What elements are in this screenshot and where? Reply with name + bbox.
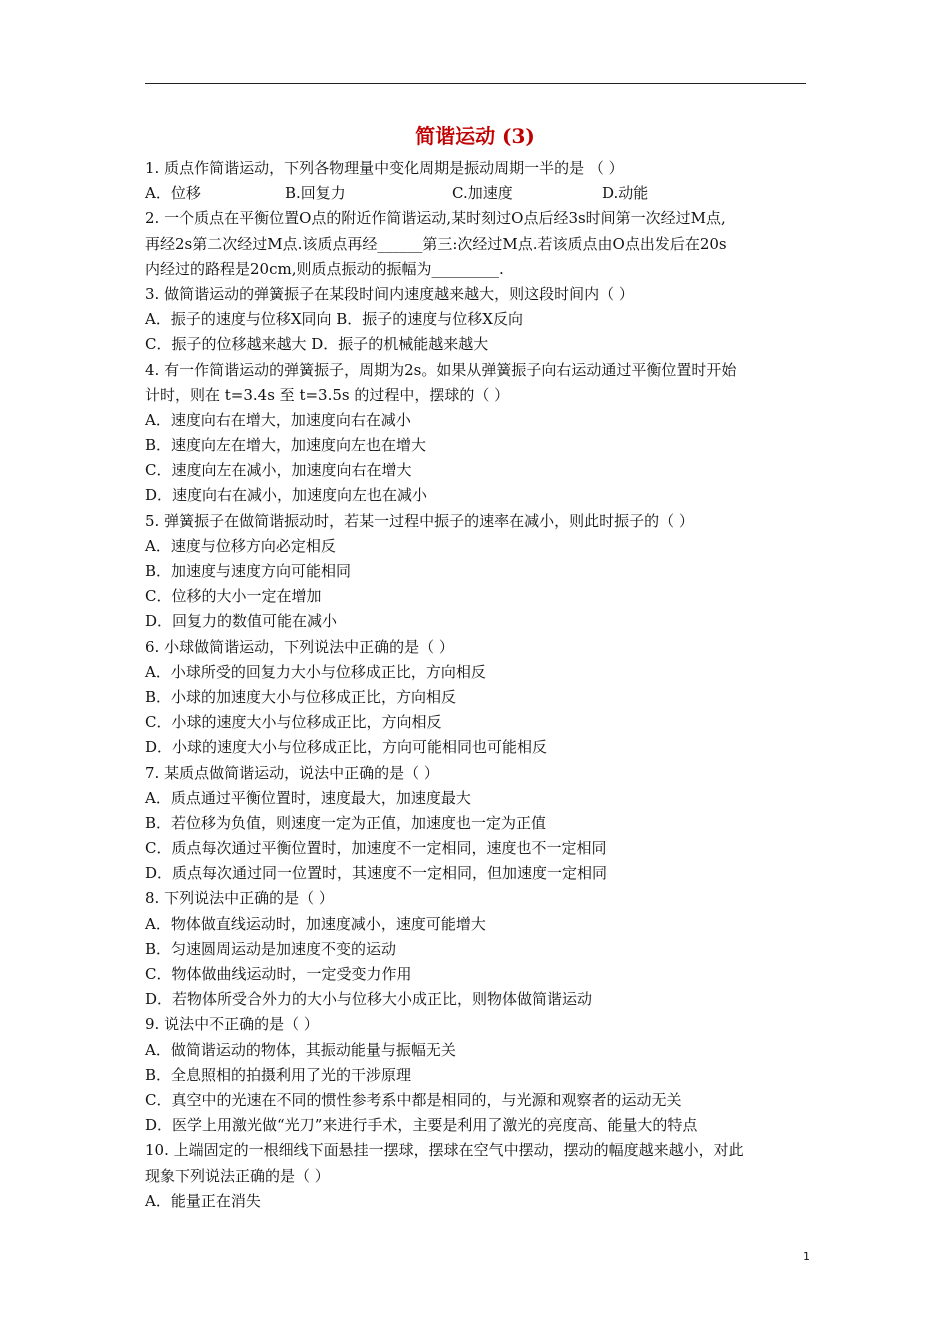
question-line: C．小球的速度大小与位移成正比，方向相反 [145,713,442,732]
option-c: C.加速度 [452,184,513,203]
header-rule [145,83,806,84]
question-line: D．质点每次通过同一位置时，其速度不一定相同，但加速度一定相同 [145,864,608,883]
question-line: B．全息照相的拍摄利用了光的干涉原理 [145,1065,412,1084]
question-line: B．速度向左在增大，加速度向左也在增大 [145,436,427,455]
question-line: C．振子的位移越来越大 D．振子的机械能越来越大 [145,335,489,354]
question-stem: 3. 做简谐运动的弹簧振子在某段时间内速度越来越大，则这段时间内（ ） [145,284,634,303]
option-a: A．位移 [145,184,201,203]
question-6 [145,635,810,761]
question-line: C．质点每次通过平衡位置时，加速度不一定相同，速度也不一定相同 [145,839,607,858]
question-stem: 1. 质点作简谐运动，下列各物理量中变化周期是振动周期一半的是 （ ） [145,159,624,177]
question-line: A．速度与位移方向必定相反 [145,536,336,555]
option-row [145,181,810,206]
question-stem: 7. 某质点做简谐运动，说法中正确的是（ ） [145,763,439,782]
question-line: D．小球的速度大小与位移成正比，方向可能相同也可能相反 [145,738,548,757]
question-line: B．若位移为负值，则速度一定为正值，加速度也一定为正值 [145,813,547,832]
question-stem: 8. 下列说法中正确的是（ ） [145,889,334,908]
question-line: 现象下列说法正确的是（ ） [145,1166,330,1185]
question-line: B．小球的加速度大小与位移成正比，方向相反 [145,687,457,706]
question-10 [145,1138,810,1214]
question-line: A．振子的速度与位移X同向 B．振子的速度与位移X反向 [145,310,523,329]
question-stem: 4. 有一作简谐运动的弹簧振子，周期为2s。如果从弹簧振子向右运动通过平衡位置时开始 [145,360,737,379]
question-stem: 6. 小球做简谐运动，下列说法中正确的是（ ） [145,637,454,656]
question-list [145,156,810,1214]
question-line: A．做简谐运动的物体，其振动能量与振幅无关 [145,1040,456,1059]
question-line: C．真空中的光速在不同的惯性参考系中都是相同的，与光源和观察者的运动无关 [145,1090,682,1109]
question-line: A．能量正在消失 [145,1191,261,1210]
question-line: D．速度向右在减小，加速度向左也在减小 [145,486,428,505]
question-stem: 2. 一个质点在平衡位置O点的附近作简谐运动,某时刻过O点后经3s时间第一次经过M点, [145,209,726,228]
question-line: 内经过的路程是20cm,则质点振动的振幅为_________. [145,259,504,278]
question-line: D．若物体所受合外力的大小与位移大小成正比，则物体做简谐运动 [145,990,593,1009]
question-line: A．物体做直线运动时，加速度减小，速度可能增大 [145,914,486,933]
question-2 [145,206,810,282]
question-line: C．位移的大小一定在增加 [145,587,322,606]
question-line: A．速度向右在增大，加速度向右在减小 [145,410,411,429]
question-7 [145,761,810,887]
question-line: B．匀速圆周运动是加速度不变的运动 [145,939,397,958]
question-3 [145,282,810,358]
page-number: 1 [803,1250,810,1263]
question-line: A．小球所受的回复力大小与位移成正比，方向相反 [145,662,486,681]
question-stem: 10. 上端固定的一根细线下面悬挂一摆球，摆球在空气中摆动，摆动的幅度越来越小，对此 [145,1141,744,1160]
question-line: D．医学上用激光做“光刀”来进行手术，主要是利用了激光的亮度高、能量大的特点 [145,1116,698,1135]
question-stem: 5. 弹簧振子在做简谐振动时，若某一过程中振子的速率在减小，则此时振子的（ ） [145,511,694,530]
question-line: 计时，则在 t=3.4s 至 t=3.5s 的过程中，摆球的（ ） [145,385,510,404]
question-line: C．速度向左在减小，加速度向右在增大 [145,461,412,480]
question-stem: 9. 说法中不正确的是（ ） [145,1015,319,1034]
question-9 [145,1012,810,1138]
question-line: A．质点通过平衡位置时，速度最大，加速度最大 [145,788,471,807]
question-1 [145,156,810,206]
option-d: D.动能 [602,184,649,203]
question-4 [145,358,810,509]
question-line: 再经2s第二次经过M点.该质点再经______第三:次经过M点.若该质点由O点出发后在20s [145,234,727,253]
option-b: B.回复力 [285,184,346,203]
question-8 [145,886,810,1012]
question-5 [145,509,810,635]
page-title: 简谐运动 (3) [415,124,535,148]
question-line: D．回复力的数值可能在减小 [145,612,338,631]
question-line: B．加速度与速度方向可能相同 [145,562,352,580]
question-line: C．物体做曲线运动时，一定受变力作用 [145,965,412,983]
